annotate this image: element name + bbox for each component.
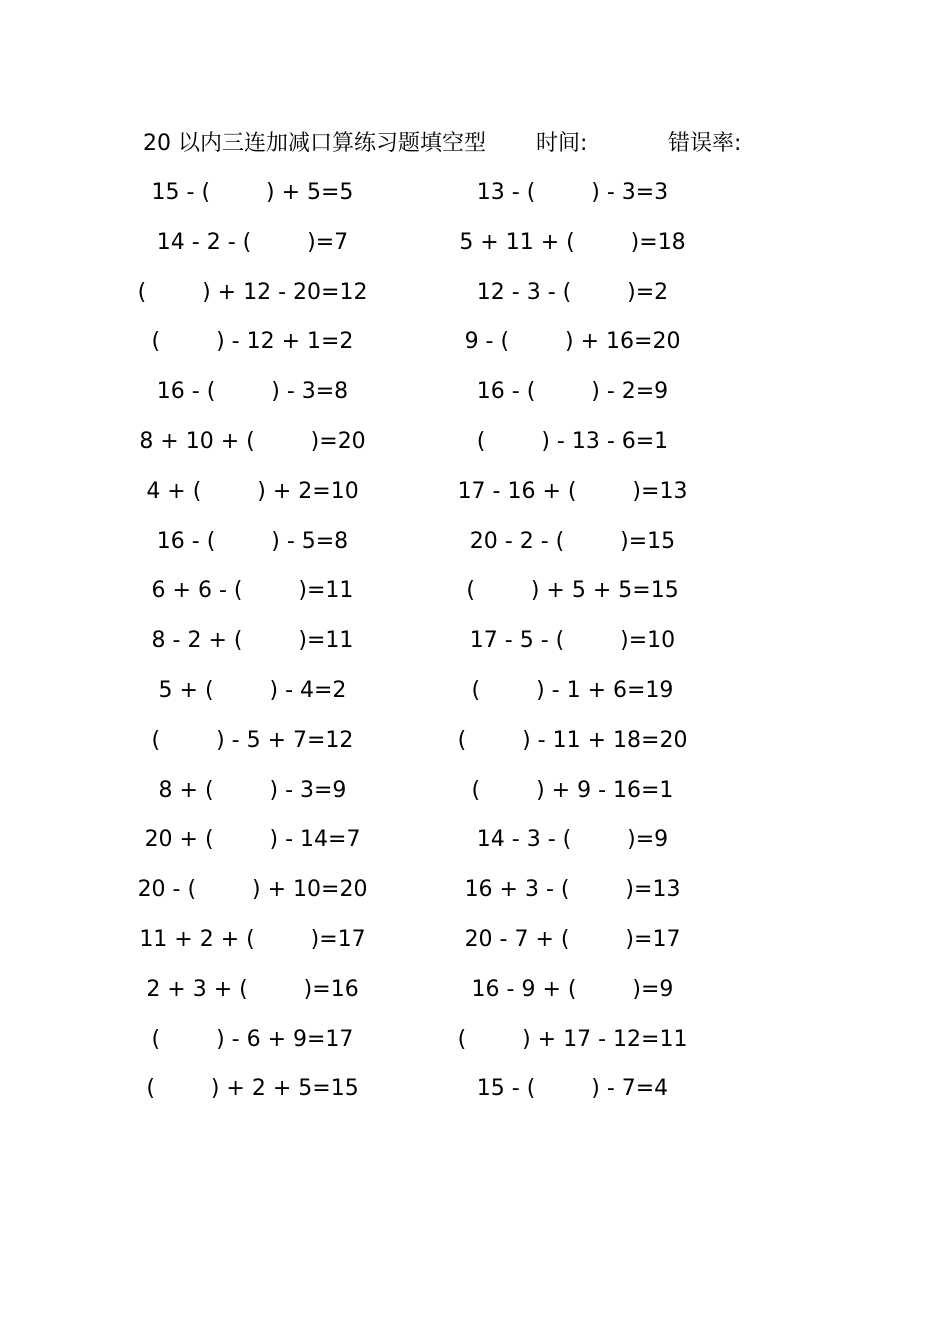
problem-item: 5 + 11 + ( )=18 <box>459 229 686 255</box>
worksheet-title: 20 以内三连加减口算练习题填空型 <box>143 131 486 156</box>
problem-item: 13 - ( ) - 3=3 <box>476 180 669 205</box>
problem-item: ( ) - 11 + 18=20 <box>457 727 688 753</box>
problem-item: ( ) + 9 - 16=1 <box>471 777 674 803</box>
time-label: 时间: <box>536 131 588 156</box>
problem-item: 20 + ( ) - 14=7 <box>144 827 361 853</box>
problem-item: 8 + 10 + ( )=20 <box>139 428 366 454</box>
problem-item: 16 - 9 + ( )=9 <box>471 976 674 1002</box>
problem-item: ( ) - 1 + 6=19 <box>471 677 674 703</box>
problem-item: 8 - 2 + ( )=11 <box>151 628 354 654</box>
problem-item: 16 - ( ) - 5=8 <box>156 528 349 554</box>
problem-item: ( ) + 17 - 12=11 <box>457 1026 688 1052</box>
problem-item: 12 - 3 - ( )=2 <box>476 279 669 305</box>
problem-item: ( ) + 5 + 5=15 <box>466 578 679 604</box>
problem-item: 20 - ( ) + 10=20 <box>137 877 368 903</box>
problem-item: 2 + 3 + ( )=16 <box>146 976 359 1002</box>
problem-item: ( ) + 2 + 5=15 <box>146 1076 359 1102</box>
problem-item: 5 + ( ) - 4=2 <box>158 677 347 703</box>
problem-item: 8 + ( ) - 3=9 <box>158 777 347 803</box>
problem-item: 20 - 7 + ( )=17 <box>464 926 681 952</box>
error-rate-label: 错误率: <box>668 131 742 156</box>
problem-item: ( ) - 12 + 1=2 <box>151 329 354 355</box>
problem-item: 17 - 16 + ( )=13 <box>457 478 688 504</box>
problem-item: ( ) - 6 + 9=17 <box>151 1026 354 1052</box>
worksheet-header <box>143 126 783 162</box>
problem-column-left <box>135 168 370 1114</box>
problem-item: 11 + 2 + ( )=17 <box>139 926 366 952</box>
problem-column-right <box>455 168 690 1114</box>
problem-item: 9 - ( ) + 16=20 <box>464 329 681 355</box>
problem-item: 16 + 3 - ( )=13 <box>464 877 681 903</box>
problem-item: 17 - 5 - ( )=10 <box>469 628 676 654</box>
problem-item: 4 + ( ) + 2=10 <box>146 478 359 504</box>
problem-item: ( ) - 5 + 7=12 <box>151 727 354 753</box>
problem-item: 20 - 2 - ( )=15 <box>469 528 676 554</box>
problem-item: 15 - ( ) - 7=4 <box>476 1076 669 1102</box>
problem-item: 6 + 6 - ( )=11 <box>151 578 354 604</box>
problem-item: 14 - 3 - ( )=9 <box>476 827 669 853</box>
problem-item: 15 - ( ) + 5=5 <box>151 180 354 205</box>
problem-item: 16 - ( ) - 3=8 <box>156 379 349 405</box>
problem-item: 16 - ( ) - 2=9 <box>476 379 669 405</box>
problem-item: ( ) + 12 - 20=12 <box>137 279 368 305</box>
problem-item: ( ) - 13 - 6=1 <box>476 428 669 454</box>
problem-item: 14 - 2 - ( )=7 <box>156 229 349 255</box>
